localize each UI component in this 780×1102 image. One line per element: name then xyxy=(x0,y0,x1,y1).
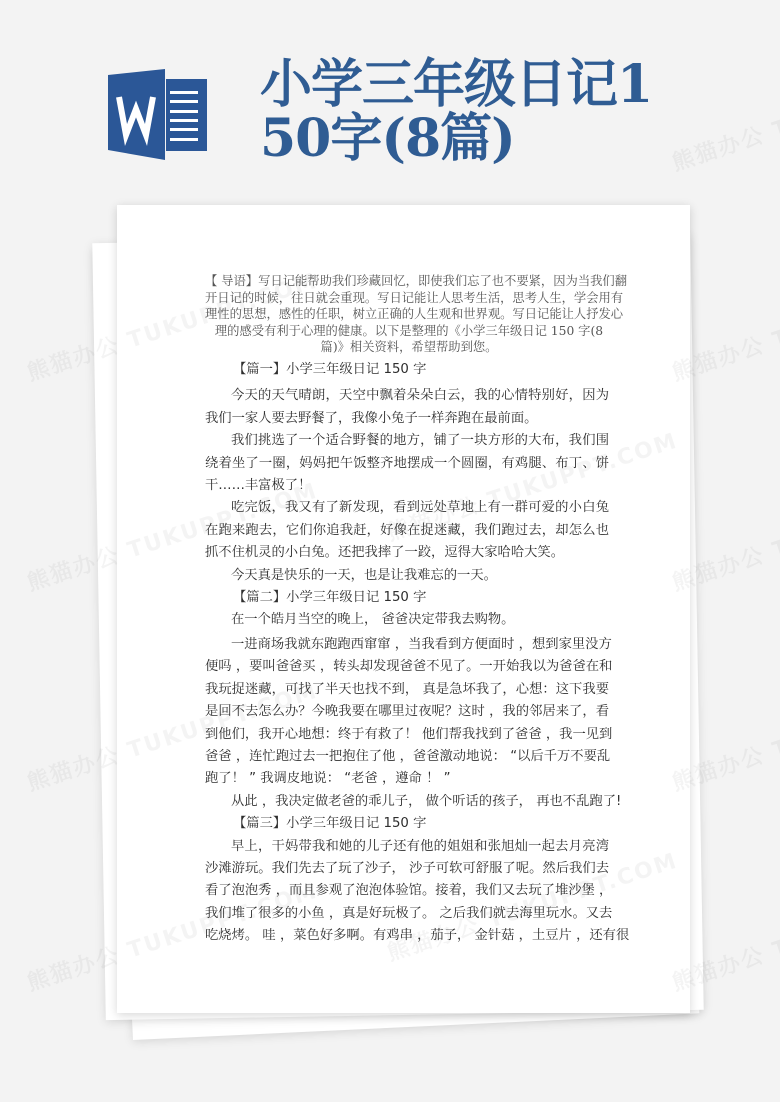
document-page xyxy=(117,205,690,1013)
text-line: 干……丰富极了！ xyxy=(205,478,312,494)
title-line: 小学三年级日记1 xyxy=(260,54,653,115)
word-document-icon xyxy=(108,69,208,161)
text-line: 我们挑选了一个适合野餐的地方，铺了一块方形的大布，我们围 xyxy=(231,433,609,449)
section-heading: 【篇一】小学三年级日记 150 字 xyxy=(233,362,427,377)
text-line: 到他们，我开心地想：终于有救了！ 他们帮我找到了爸爸 ，我一见到 xyxy=(205,726,613,742)
text-line: 跑了！ ” 我调皮地说： “老爸 ，遵命 ！ ” xyxy=(205,771,451,787)
text-line: 今天真是快乐的一天，也是让我难忘的一天。 xyxy=(231,567,497,583)
text-line: 今天的天气晴朗，天空中飘着朵朵白云，我的心情特别好，因为 xyxy=(231,388,609,404)
title-line: 50字(8篇) xyxy=(260,108,515,169)
text-line: 绕着坐了一圈，妈妈把午饭整齐地摆成一个圆圈，有鸡腿、布丁、饼 xyxy=(205,455,609,471)
text-line: 早上，干妈带我和她的儿子还有他的姐姐和张旭灿一起去月亮湾 xyxy=(231,838,609,854)
text-line: 抓不住机灵的小白兔。还把我摔了一跤，逗得大家哈哈大笑。 xyxy=(205,545,565,561)
text-line: 吃烧烤。 哇 ，菜色好多啊。有鸡串 ，茄子， 金针菇 ，土豆片 ，还有很 xyxy=(205,928,630,944)
section-heading: 【篇三】小学三年级日记 150 字 xyxy=(233,816,427,832)
text-line: 便吗 ，要叫爸爸买 ，转头却发现爸爸不见了。一开始我以为爸爸在和 xyxy=(205,659,613,675)
text-line: 是回不去怎么办？今晚我要在哪里过夜呢？这时 ，我的邻居来了，看 xyxy=(205,704,609,720)
document-body xyxy=(205,359,630,948)
text-line: 从此 ，我决定做老爸的乖儿子， 做个听话的孩子， 再也不乱跑了! xyxy=(231,793,622,809)
intro-line: 理的感受有利于心理的健康。以下是整理的《小学三年级日记 150 字(8 xyxy=(214,323,604,338)
intro-line: 理性的思想，感性的任职，树立正确的人生观和世界观。写日记能让人抒发心 xyxy=(205,307,624,322)
text-line: 爸爸 ，连忙跑过去一把抱住了他 ，爸爸激动地说： “以后千万不要乱 xyxy=(205,748,611,764)
intro-line: 【 导语】写日记能帮助我们珍藏回忆，即使我们忘了也不要紧，因为当我们翻 xyxy=(205,274,628,288)
text-line: 在一个皓月当空的晚上， 爸爸决定带我去购物。 xyxy=(231,612,515,628)
text-line: 我玩捉迷藏，可找了半天也找不到， 真是急坏我了，心想：这下我要 xyxy=(205,681,609,697)
intro-line: 开日记的时候，往日就会重现。写日记能让人思考生活，思考人生，学会用有 xyxy=(205,290,624,305)
text-line: 我们堆了很多的小鱼 ，真是好玩极了。 之后我们就去海里玩水。又去 xyxy=(205,905,613,921)
section-heading: 【篇二】小学三年级日记 150 字 xyxy=(233,590,427,606)
text-line: 一进商场我就东跑跑西窜窜 ，当我看到方便面时 ，想到家里没方 xyxy=(231,636,612,652)
text-line: 我们一家人要去野餐了，我像小兔子一样奔跑在最前面。 xyxy=(205,410,538,426)
intro-block xyxy=(205,273,628,356)
intro-line: 篇)》相关资料，希望帮助到您。 xyxy=(320,340,498,355)
text-line: 在跑来跑去，它们你追我赶，好像在捉迷藏，我们跑过去，却怎么也 xyxy=(205,522,609,538)
text-line: 吃完饭，我又有了新发现，看到远处草地上有一群可爱的小白兔 xyxy=(231,500,609,516)
document-title xyxy=(260,54,760,169)
text-line: 沙滩游玩。我们先去了玩了沙子， 沙子可软可舒服了呢。然后我们去 xyxy=(205,860,609,876)
text-line: 看了泡泡秀 ，而且参观了泡泡体验馆。接着，我们又去玩了堆沙堡 ， xyxy=(205,883,613,899)
